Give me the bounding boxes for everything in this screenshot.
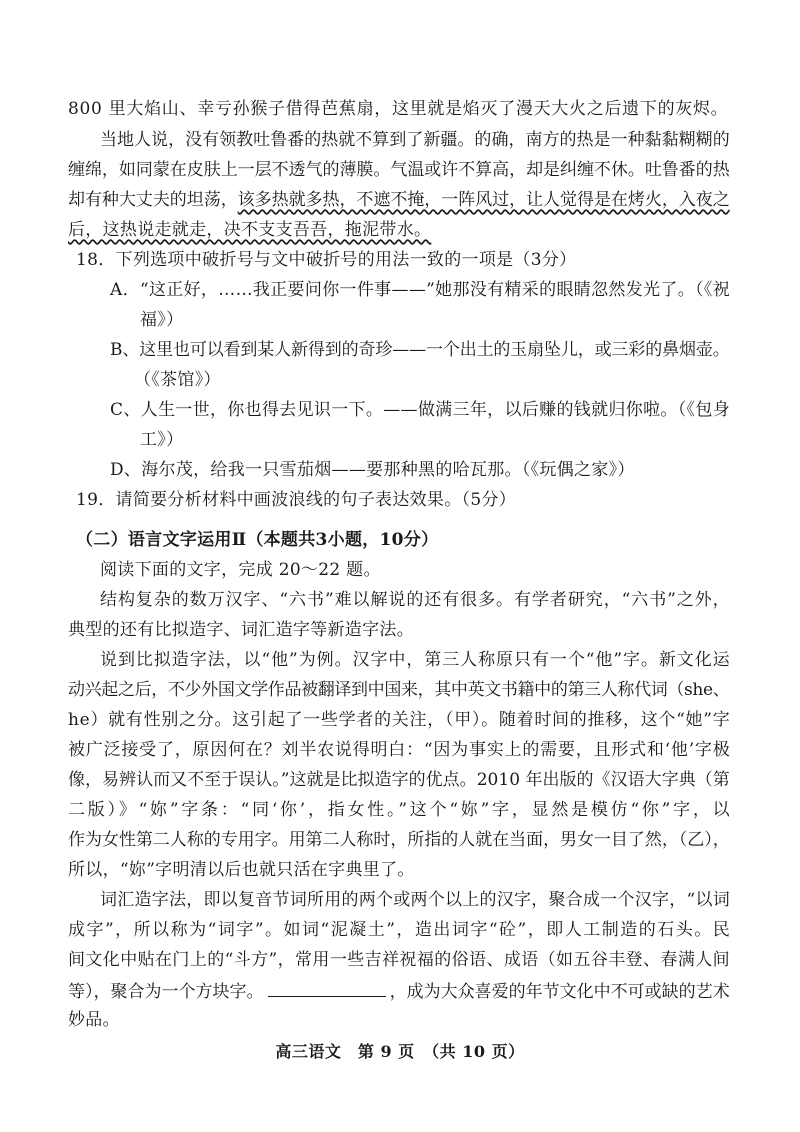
passage1-line3: 缠绵，如同蒙在皮肤上一层不透气的薄膜。气温或许不算高，却是纠缠不休。吐鲁番的热	[68, 160, 730, 180]
question-18-option-a-line2: 福》）	[140, 310, 184, 330]
passage1-line1: 800 里大焰山、幸亏孙猴子借得芭蕉扇，这里就是焰灭了漫天大火之后遗下的灰烬。	[68, 99, 729, 119]
passage2-p3-line1: 词汇造字法，即以复音节词所用的两个或两个以上的汉字，聚合成一个汉字，“以词	[100, 890, 730, 910]
question-19-stem: 19．请简要分析材料中画波浪线的句子表达效果。（5分）	[76, 490, 517, 510]
passage2-p1-line1: 结构复杂的数万汉字、“六书”难以解说的还有很多。有学者研究，“六书”之外，	[100, 590, 731, 610]
passage2-p3-line4-start: 等），聚合为一个方块字。	[68, 982, 264, 1002]
section-2-title: （二）语言文字运用Ⅱ（本题共3小题，10分）	[76, 530, 439, 550]
passage2-p2-line5: 像，易辨认而又不至于误认。”这就是比拟造字的优点。2010 年出版的《汉语大字典（第	[68, 770, 730, 790]
passage2-p3-line5: 妙品。	[68, 1010, 120, 1030]
passage2-p3-line3: 间文化中贴在门上的“斗方”，常用一些吉祥祝福的俗语、成语（如五谷丰登、春满人间	[68, 950, 731, 970]
question-18-option-c-line1: C、人生一世，你也得去见识一下。——做满三年，以后赚的钱就归你啦。（《包身	[110, 400, 731, 420]
passage2-p3-line2: 成字”，所以称为“词字”。如词“泥凝土”，造出词字“砼”，即人工制造的石头。民	[68, 920, 732, 940]
passage1-line2: 当地人说，没有领教吐鲁番的热就不算到了新疆。的确，南方的热是一种黏黏糊糊的	[100, 130, 730, 150]
question-18-option-b-line1: B、这里也可以看到某人新得到的奇珍——一个出土的玉扇坠儿，或三彩的鼻烟壶。	[110, 340, 730, 360]
answer-blank[interactable]	[268, 978, 386, 997]
passage2-p2-line2: 动兴起之后，不少外国文学作品被翻译到中国来，其中英文书籍中的第三人称代词（she、	[68, 680, 730, 700]
passage2-p3-line4-end: ，成为大众喜爱的年节文化中不可或缺的艺术	[389, 982, 730, 1002]
passage1-line4	[68, 188, 730, 212]
question-18-option-c-line2: 工》）	[140, 430, 184, 450]
question-18-stem: 18．下列选项中破折号与文中破折号的用法一致的一项是（3分）	[76, 250, 577, 270]
passage2-p2-line4: 被广泛接受了，原因何在？刘半农说得明白：“因为事实上的需要，且形式和‘他’字极	[68, 740, 731, 760]
page-footer: 高三语文 第 9 页 （共 10 页）	[275, 1042, 525, 1061]
passage2-p2-line8: 所以，“妳”字明清以后也就只活在字典里了。	[68, 860, 415, 880]
question-18-option-a-line1: A．“这正好，……我正要问你一件事——”她那没有精采的眼睛忽然发光了。（《祝	[110, 280, 731, 300]
passage1-line4-plain: 却有种大丈夫的坦荡，	[68, 190, 238, 210]
passage2-p2-line1: 说到比拟造字法，以“他”为例。汉字中，第三人称原只有一个“他”字。新文化运	[100, 650, 731, 670]
question-18-option-b-line2: （《茶馆》）	[134, 370, 221, 390]
question-18-option-d: D、海尔茂，给我一只雪茄烟——要那种黑的哈瓦那。（《玩偶之家》）	[110, 460, 635, 480]
passage2-p2-line3: he）就有性别之分。这引起了一些学者的关注，（甲）。随着时间的推移，这个“她”字	[68, 710, 731, 730]
section-2-instruction: 阅读下面的文字，完成 20～22 题。	[100, 560, 381, 580]
passage2-p2-line6: 二版）》“妳”字条：“同‘你’，指女性。”这个“妳”字，显然是模仿“你”字，以	[68, 800, 733, 820]
passage2-p1-line2: 典型的还有比拟造字、词汇造字等新造字法。	[68, 620, 414, 640]
wavy-underlined-sentence-part1: 该多热就多热，不遮不掩，一阵风过，让人觉得是在烤火，入夜之	[237, 190, 730, 210]
wavy-underlined-sentence-part2: 后，这热说走就走，决不支支吾吾，拖泥带水。	[68, 220, 432, 240]
passage2-p3-line4	[68, 978, 730, 1004]
passage2-p2-line7: 作为女性第二人称的专用字。用第二人称时，所指的人就在当面，男女一目了然，（乙），	[68, 830, 730, 850]
